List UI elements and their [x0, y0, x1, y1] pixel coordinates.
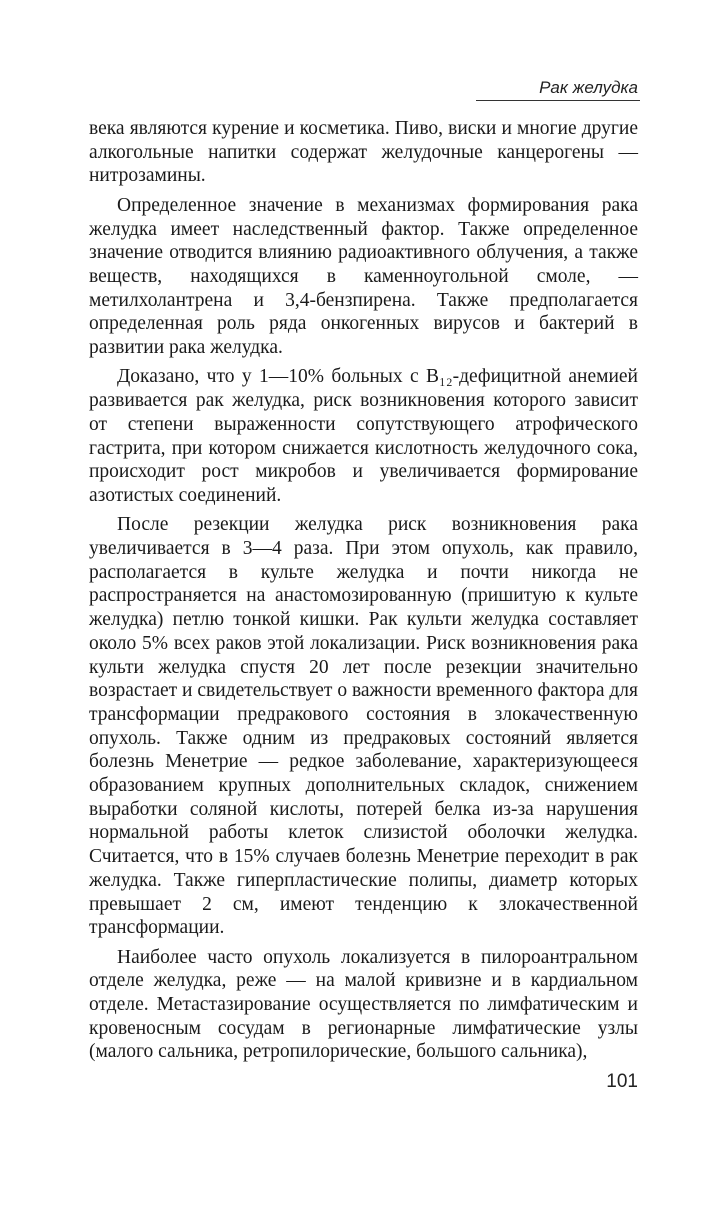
paragraph-localization: Наиболее часто опухоль локализуется в пилороантральном отделе желудка, реже — на малой кривизне и в кардиальном отделе. Метастазирование осуществляется по лимфатическим и кровеносным сосудам в регионарные лимфатические узлы (малого сальника, ретропилорические, большого сальника),	[89, 946, 638, 1063]
body-text	[89, 117, 638, 1064]
paragraph-heredity: Определенное значение в механизмах формирования рака желудка имеет наследственный фактор. Также определенное значение отводится влиянию радиоактивного облучения, а также веществ, находящихся в каменноугольной смоле, — метилхолантрена и 3,4-бензпирена. Также предполагается определенная роль ряда онкогенных вирусов и бактерий в развитии рака желудка.	[89, 194, 638, 359]
paragraph-gastric-resection: После резекции желудка риск возникновения рака увеличивается в 3—4 раза. При этом опухоль, как правило, располагается в культе желудка и почти никогда не распространяется на анастомозированную (пришитую к культе желудка) петлю тонкой кишки. Рак культи желудка составляет около 5% всех раков этой локализации. Риск возникновения рака культи желудка спустя 20 лет после резекции значительно возрастает и свидетельствует о важности временного фактора для трансформации предракового состояния в злокачественную опухоль. Также одним из предраковых состояний является болезнь Менетрие — редкое заболевание, характеризующееся образованием крупных дополнительных складок, снижением выработки соляной кислоты, потерей белка из-за нарушения нормальной работы клеток слизистой оболочки желудка. Считается, что в 15% случаев болезнь Менетрие переходит в рак желудка. Также гиперпластические полипы, диаметр которых превышает 2 см, имеют тенденцию к злокачественной трансформации.	[89, 514, 638, 939]
page-number: 101	[606, 1071, 638, 1092]
running-head-rule	[476, 100, 640, 101]
paragraph-continued: века являются курение и косметика. Пиво, виски и многие другие алкогольные напитки содержат желудочные канцерогены — нитрозамины.	[89, 118, 638, 187]
paragraph-b12-anemia: Доказано, что у 1—10% больных с B₁₂-дефицитной анемией развивается рак желудка, риск возникновения которого зависит от степени выраженности сопутствующего атрофического гастрита, при котором снижается кислотность желудочного сока, происходит рост микробов и увеличивается формирование азотистых соединений.	[89, 366, 638, 506]
running-head: Рак желудка	[539, 78, 638, 97]
